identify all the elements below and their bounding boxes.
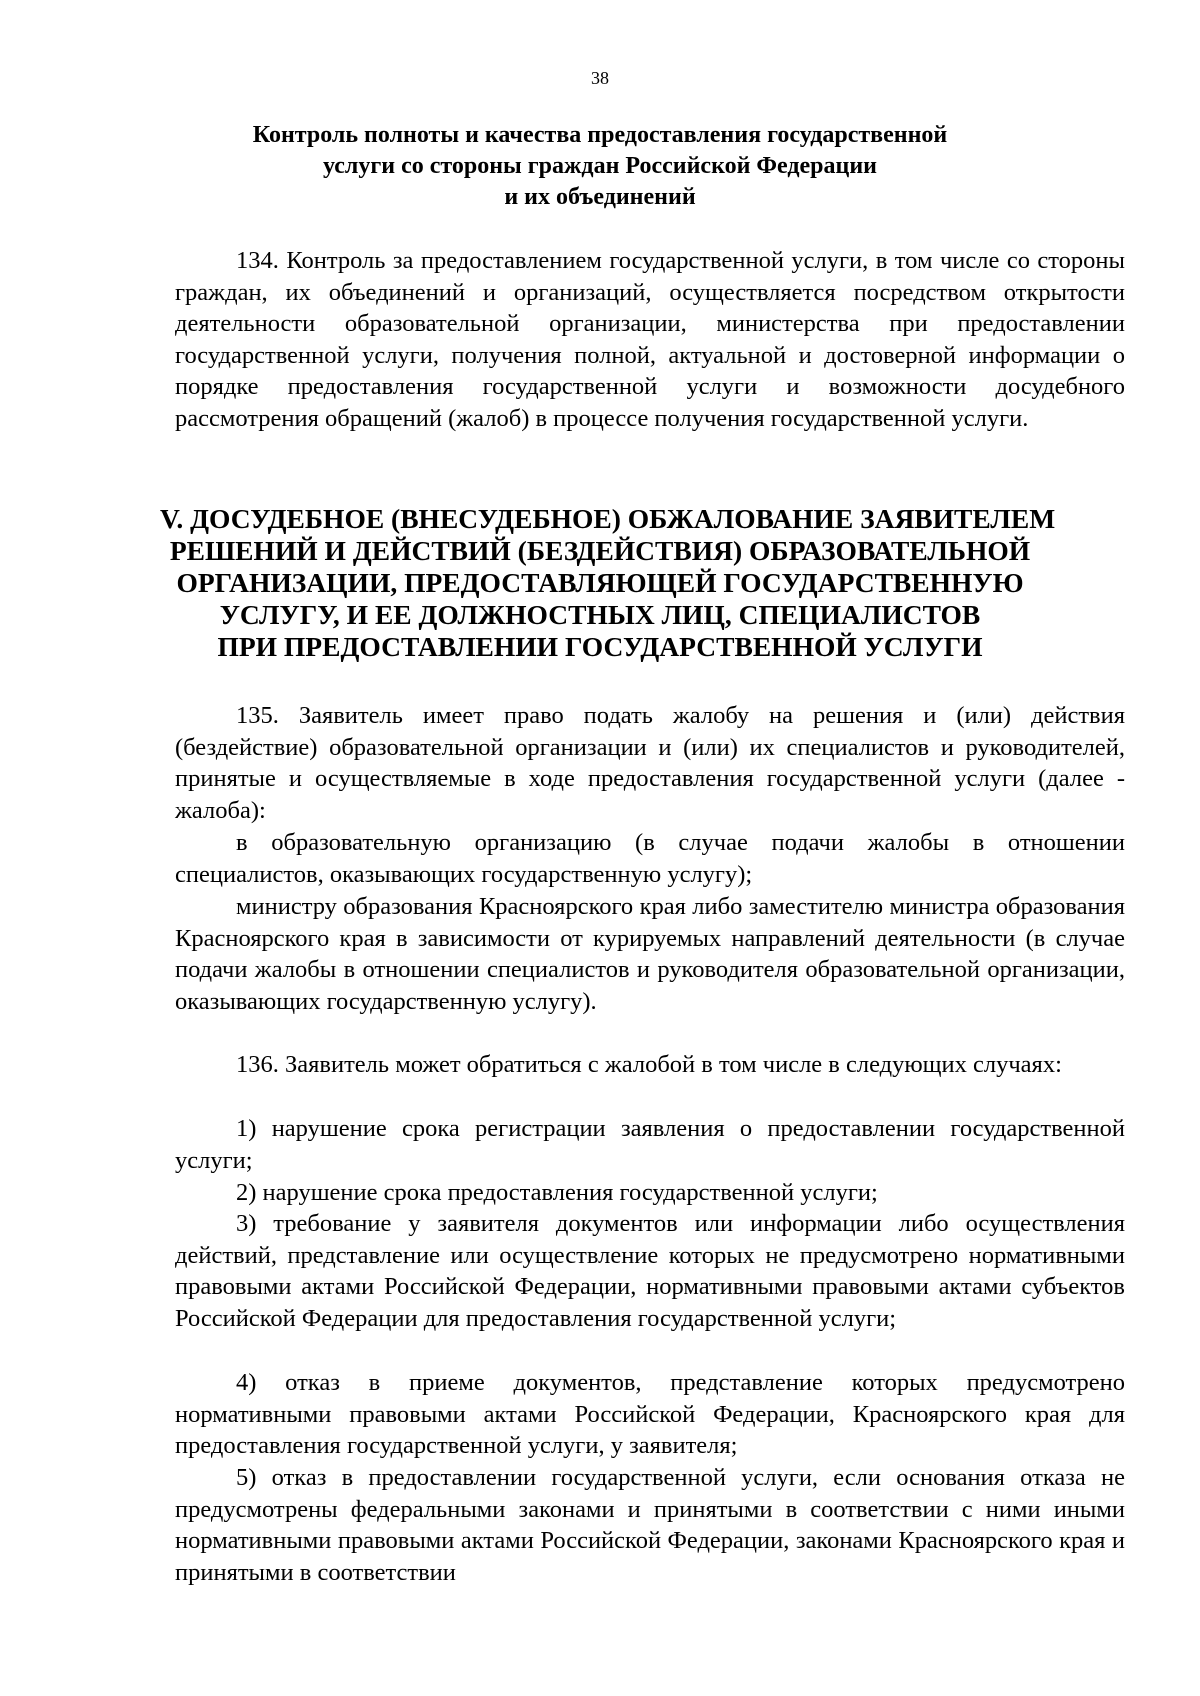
list-item: 3) требование у заявителя документов или информации либо осуществления действий, представление или осуществление которых не предусмотрено нормативными правовыми актами Российской Федерации, нормативными правовыми актами субъектов Российской Федерации для предоставления государственной услуги; (175, 1210, 1125, 1332)
chapter-heading-line: ОРГАНИЗАЦИИ, ПРЕДОСТАВЛЯЮЩЕЙ ГОСУДАРСТВЕННУЮ (176, 567, 1024, 598)
section-heading-line: услуги со стороны граждан Российской Федерации (322, 153, 877, 179)
paragraph-135-minister: министру образования Красноярского края либо заместителю министра образования Красноярского края в зависимости от курируемых направлений деятельности (в случае подачи жалобы в отношении специалистов и руководителя образовательной организации, оказывающих государственную услугу). (175, 893, 1125, 1015)
list-item: 4) отказ в приеме документов, представление которых предусмотрено нормативными правовыми актами Российской Федерации, Красноярского края для предоставления государственной услуги, у заявителя; (175, 1369, 1125, 1460)
paragraph-134: 134. Контроль за предоставлением государственной услуги, в том числе со стороны граждан, их объединений и организаций, осуществляется посредством открытости деятельности образовательной организации, министерства при предоставлении государственной услуги, получения полной, актуальной и достоверной информации о порядке предоставления государственной услуги и возможности досудебного рассмотрения обращений (жалоб) в процессе получения государственной услуги. (175, 247, 1125, 432)
list-item: 2) нарушение срока предоставления государственной услуги; (236, 1179, 878, 1206)
chapter-heading-line: ПРИ ПРЕДОСТАВЛЕНИИ ГОСУДАРСТВЕННОЙ УСЛУГИ (217, 631, 983, 662)
chapter-heading-line: УСЛУГУ, И ЕЕ ДОЛЖНОСТНЫХ ЛИЦ, СПЕЦИАЛИСТОВ (219, 599, 981, 630)
paragraph-136: 136. Заявитель может обратиться с жалобой в том числе в следующих случаях: (236, 1051, 1062, 1078)
section-heading-line: Контроль полноты и качества предоставления государственной (252, 122, 948, 148)
chapter-heading-line: V. ДОСУДЕБНОЕ (ВНЕСУДЕБНОЕ) ОБЖАЛОВАНИЕ ЗАЯВИТЕЛЕМ (160, 503, 1056, 534)
list-item: 5) отказ в предоставлении государственной услуги, если основания отказа не предусмотрены федеральными законами и принятыми в соответствии с ними иными нормативными правовыми актами Российской Федерации, законами Красноярского края и принятыми в соответствии (175, 1464, 1125, 1586)
paragraph-135-organization: в образовательную организацию (в случае подачи жалобы в отношении специалистов, оказывающих государственную услугу); (175, 829, 1125, 888)
section-heading-line: и их объединений (504, 184, 696, 210)
paragraph-135: 135. Заявитель имеет право подать жалобу на решения и (или) действия (бездействие) образовательной организации и (или) их специалистов и руководителей, принятые и осуществляемые в ходе предоставления государственной услуги (далее - жалоба): (175, 702, 1125, 824)
chapter-heading-line: РЕШЕНИЙ И ДЕЙСТВИЙ (БЕЗДЕЙСТВИЯ) ОБРАЗОВАТЕЛЬНОЙ (169, 535, 1031, 566)
section-heading (180, 120, 1020, 213)
chapter-heading (160, 503, 1056, 663)
page-number: 38 (591, 68, 609, 88)
list-item: 1) нарушение срока регистрации заявления о предоставлении государственной услуги; (175, 1115, 1125, 1174)
